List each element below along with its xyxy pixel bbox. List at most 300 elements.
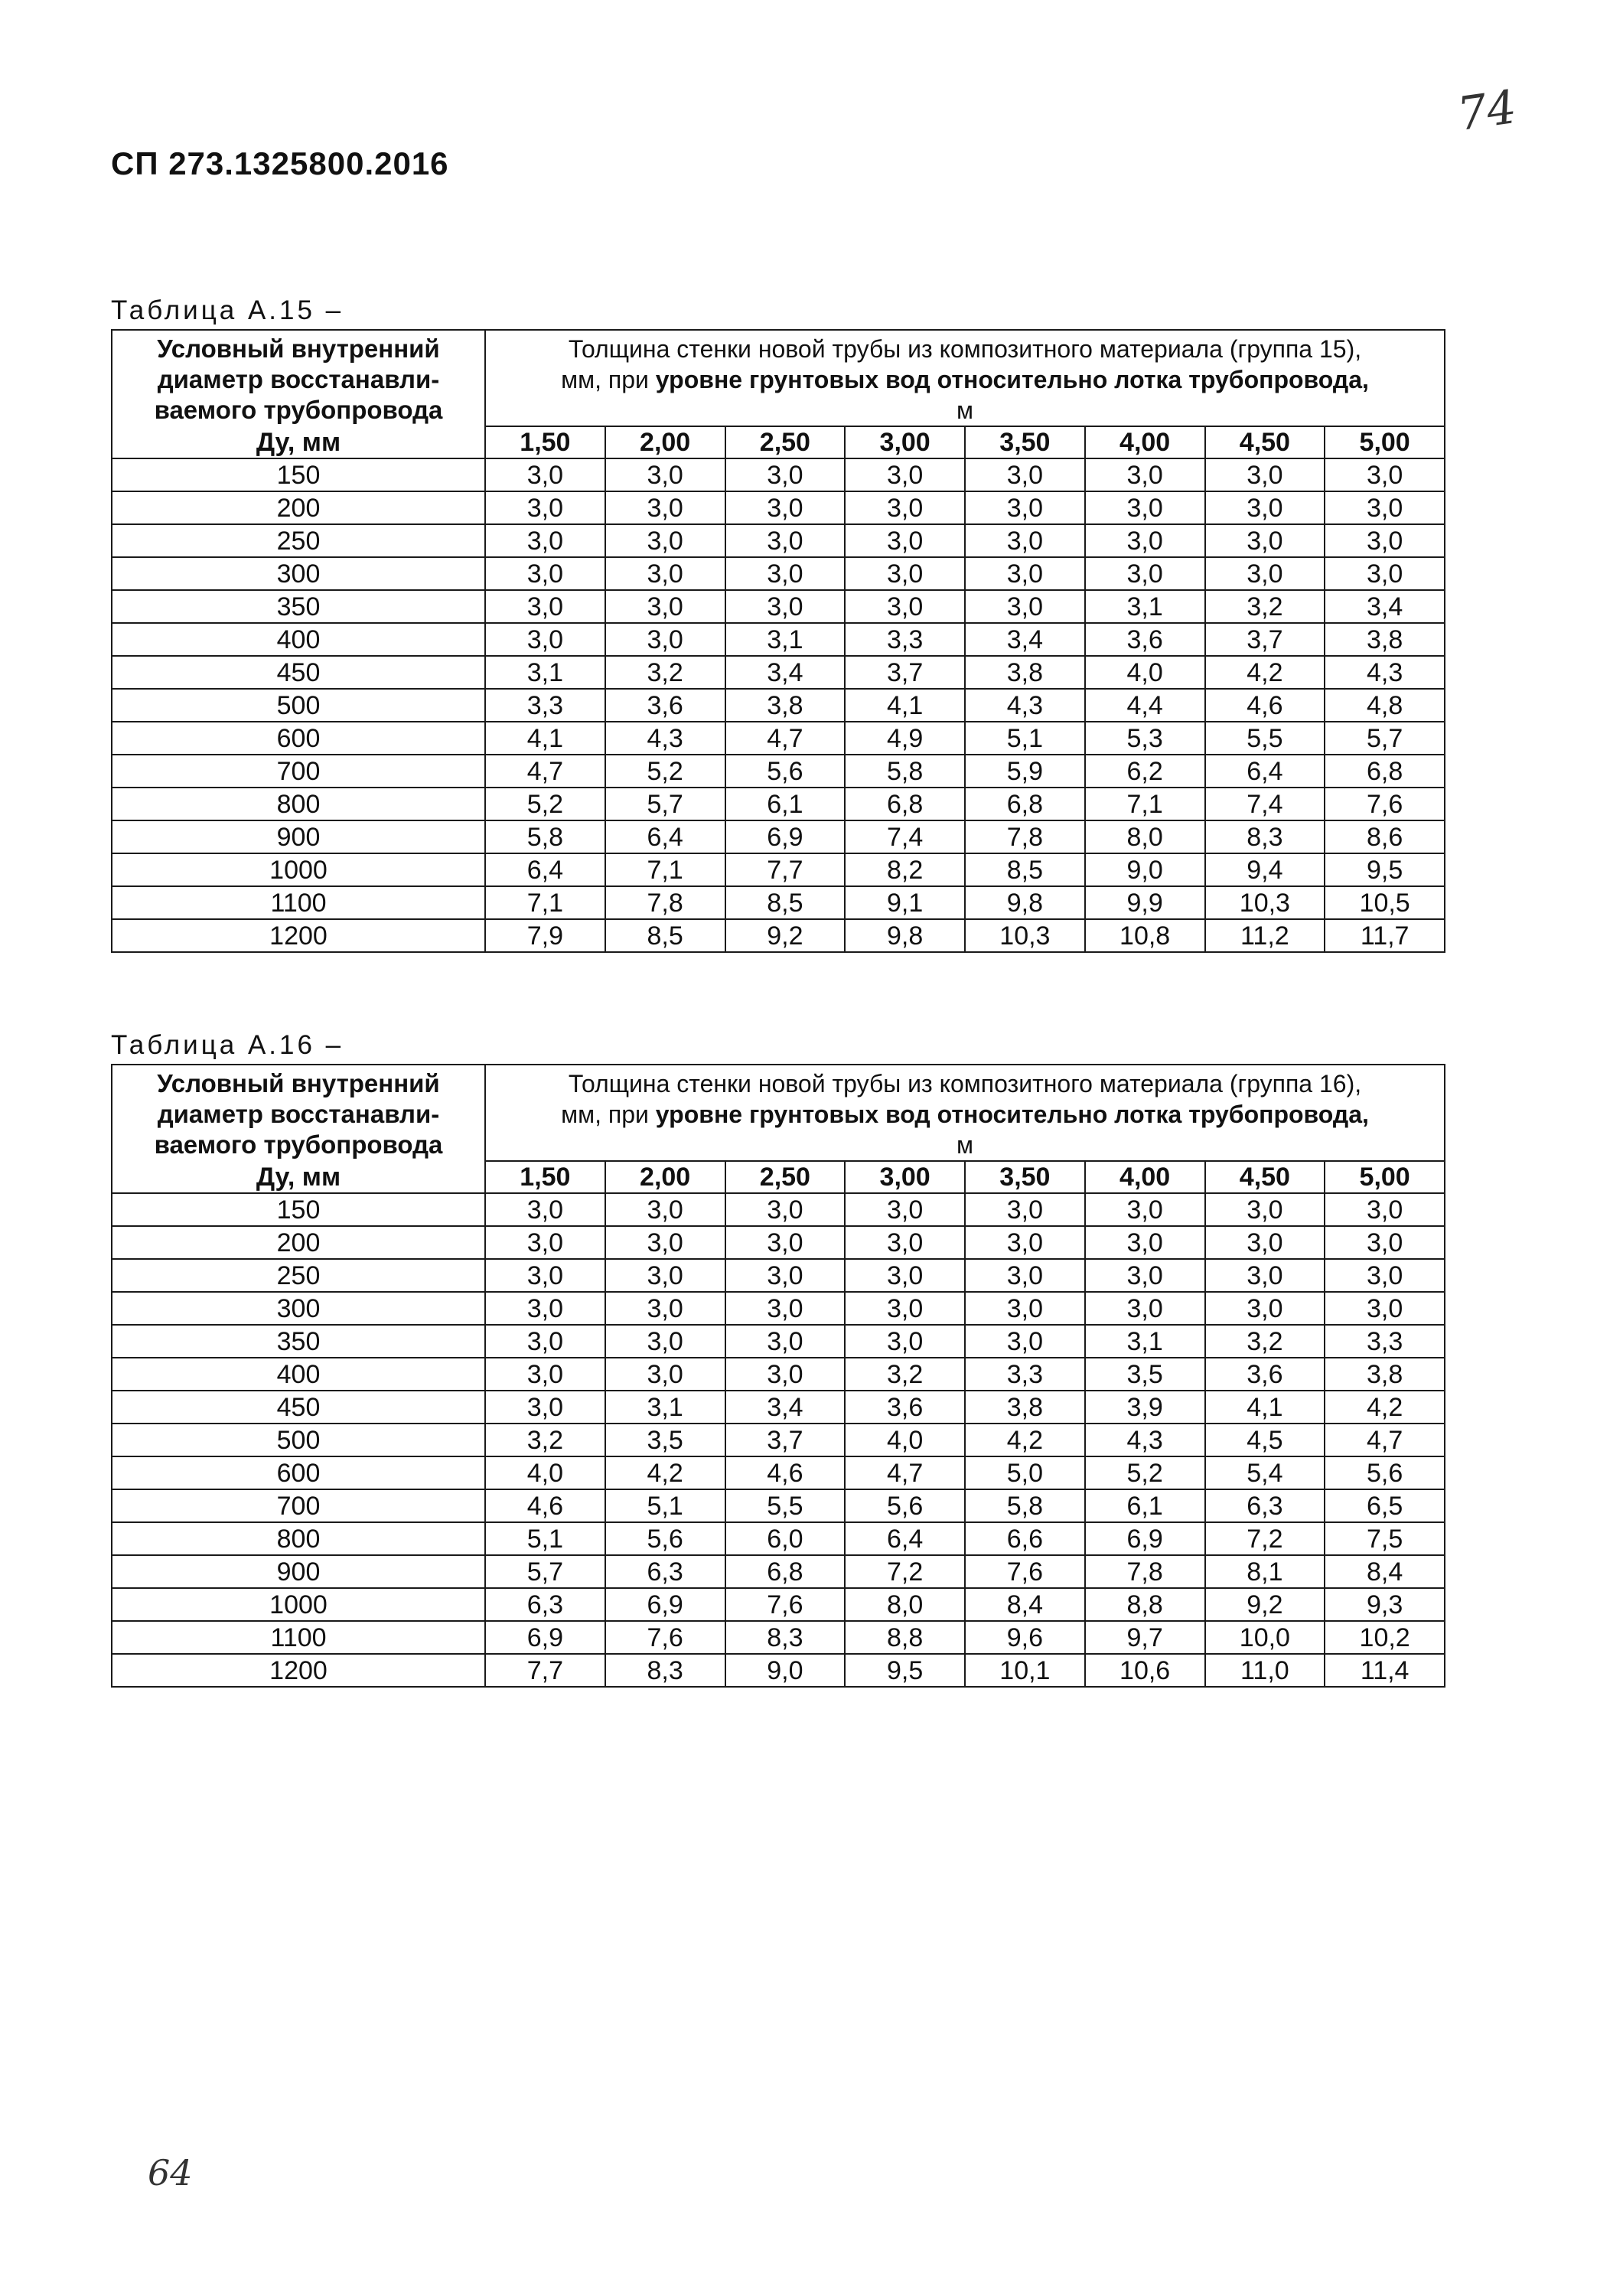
thickness-cell: 8,0 [845,1588,965,1621]
table-row [112,1325,1445,1358]
thickness-cell: 10,6 [1085,1654,1205,1687]
thickness-cell: 3,0 [725,458,846,491]
thickness-cell: 11,2 [1205,919,1325,952]
thickness-cell: 3,0 [965,1292,1085,1325]
thickness-cell: 9,9 [1085,886,1205,919]
thickness-cell: 3,0 [1085,1226,1205,1259]
thickness-cell: 9,3 [1325,1588,1445,1621]
thickness-cell: 4,4 [1085,689,1205,722]
thickness-cell: 5,3 [1085,722,1205,755]
thickness-cell: 3,2 [1205,1325,1325,1358]
du-label: Ду, мм [112,426,485,458]
table-row [112,1522,1445,1555]
diameter-cell: 300 [112,1292,485,1325]
groundwater-level-header: 2,50 [725,426,846,458]
thickness-cell: 9,6 [965,1621,1085,1654]
thickness-cell: 3,3 [485,689,605,722]
diameter-cell: 200 [112,1226,485,1259]
thickness-cell: 3,0 [485,1259,605,1292]
table-row [112,458,1445,491]
wall-thickness-header-line: Толщина стенки новой трубы из композитного материала (группа 16), [568,1070,1362,1097]
thickness-cell: 6,6 [965,1522,1085,1555]
thickness-cell: 3,4 [725,1391,846,1424]
thickness-cell: 8,3 [1205,820,1325,853]
thickness-cell: 3,0 [725,524,846,557]
groundwater-level-header: 4,00 [1085,1161,1205,1193]
diameter-header-line: Условный внутренний [157,1069,440,1097]
thickness-cell: 10,1 [965,1654,1085,1687]
thickness-cell: 5,6 [605,1522,725,1555]
thickness-cell: 6,8 [965,788,1085,820]
groundwater-level-header: 4,50 [1205,426,1325,458]
groundwater-level-header: 2,50 [725,1161,846,1193]
thickness-cell: 4,8 [1325,689,1445,722]
thickness-cell: 3,0 [605,1226,725,1259]
diameter-cell: 200 [112,491,485,524]
thickness-cell: 4,1 [845,689,965,722]
thickness-cell: 3,0 [485,524,605,557]
thickness-cell: 3,8 [965,656,1085,689]
table-row [112,788,1445,820]
thickness-cell: 5,9 [965,755,1085,788]
thickness-cell: 3,0 [1325,524,1445,557]
thickness-cell: 3,0 [1325,1292,1445,1325]
levels-header-row [112,1161,1445,1193]
thickness-cell: 6,8 [725,1555,846,1588]
thickness-cell: 5,7 [605,788,725,820]
thickness-cell: 4,0 [1085,656,1205,689]
groundwater-level-header: 3,50 [965,1161,1085,1193]
thickness-cell: 3,1 [485,656,605,689]
thickness-cell: 3,5 [1085,1358,1205,1391]
thickness-cell: 8,5 [725,886,846,919]
thickness-cell: 3,0 [605,1325,725,1358]
thickness-cell: 3,0 [965,557,1085,590]
table-row [112,886,1445,919]
thickness-cell: 7,8 [605,886,725,919]
thickness-cell: 5,2 [605,755,725,788]
thickness-cell: 3,2 [1205,590,1325,623]
table-row [112,1489,1445,1522]
thickness-cell: 5,8 [845,755,965,788]
thickness-cell: 7,7 [725,853,846,886]
wall-thickness-header-line [486,1099,1444,1130]
document-code: СП 273.1325800.2016 [111,145,449,181]
diameter-header-line: диаметр восстанавли- [157,1100,440,1128]
thickness-cell: 5,5 [725,1489,846,1522]
thickness-cell: 3,0 [1205,557,1325,590]
thickness-cell: 3,9 [1085,1391,1205,1424]
wall-thickness-header [485,1065,1445,1161]
groundwater-level-header: 5,00 [1325,426,1445,458]
diameter-cell: 1200 [112,1654,485,1687]
table-row [112,689,1445,722]
thickness-cell: 3,0 [1205,1226,1325,1259]
thickness-cell: 4,3 [605,722,725,755]
thickness-cell: 3,0 [485,1391,605,1424]
thickness-cell: 11,7 [1325,919,1445,952]
thickness-cell: 3,1 [605,1391,725,1424]
thickness-cell: 3,8 [725,689,846,722]
thickness-cell: 8,0 [1085,820,1205,853]
thickness-cell: 8,3 [605,1654,725,1687]
table-a15-caption: Таблица А.15 – [111,295,344,325]
diameter-cell: 1000 [112,853,485,886]
thickness-cell: 6,8 [1325,755,1445,788]
thickness-cell: 11,4 [1325,1654,1445,1687]
groundwater-level-header: 3,50 [965,426,1085,458]
table-row [112,1621,1445,1654]
thickness-cell: 3,0 [1085,1193,1205,1226]
thickness-cell: 5,6 [725,755,846,788]
table-row [112,1358,1445,1391]
thickness-cell: 8,2 [845,853,965,886]
thickness-cell: 5,1 [605,1489,725,1522]
thickness-cell: 3,4 [1325,590,1445,623]
thickness-cell: 3,0 [965,1226,1085,1259]
thickness-cell: 6,9 [485,1621,605,1654]
thickness-cell: 6,9 [1085,1522,1205,1555]
thickness-cell: 4,3 [1325,656,1445,689]
thickness-cell: 8,3 [725,1621,846,1654]
thickness-cell: 5,2 [1085,1456,1205,1489]
thickness-cell: 3,4 [725,656,846,689]
thickness-cell: 4,1 [1205,1391,1325,1424]
thickness-cell: 3,0 [605,1358,725,1391]
header-text-bold: уровне грунтовых вод относительно лотка трубопровода, [655,366,1369,393]
thickness-cell: 3,0 [605,458,725,491]
thickness-cell: 3,0 [845,557,965,590]
thickness-cell: 3,1 [725,623,846,656]
thickness-cell: 3,3 [965,1358,1085,1391]
header-row [112,1065,1445,1161]
thickness-cell: 6,3 [1205,1489,1325,1522]
groundwater-level-header: 3,00 [845,426,965,458]
wall-thickness-header-line [486,364,1444,395]
thickness-cell: 9,5 [1325,853,1445,886]
thickness-cell: 6,9 [725,820,846,853]
thickness-cell: 4,6 [1205,689,1325,722]
table-row [112,656,1445,689]
thickness-cell: 8,5 [605,919,725,952]
thickness-cell: 3,0 [725,557,846,590]
thickness-cell: 5,0 [965,1456,1085,1489]
thickness-cell: 3,0 [845,1325,965,1358]
thickness-cell: 3,0 [1325,1226,1445,1259]
thickness-cell: 10,8 [1085,919,1205,952]
thickness-cell: 3,1 [1085,590,1205,623]
thickness-cell: 7,2 [845,1555,965,1588]
thickness-cell: 4,7 [725,722,846,755]
diameter-cell: 300 [112,557,485,590]
thickness-cell: 10,0 [1205,1621,1325,1654]
thickness-cell: 7,4 [1205,788,1325,820]
diameter-cell: 250 [112,1259,485,1292]
thickness-cell: 3,7 [1205,623,1325,656]
diameter-cell: 500 [112,1424,485,1456]
du-label: Ду, мм [112,1161,485,1193]
table-row [112,590,1445,623]
thickness-cell: 8,4 [1325,1555,1445,1588]
thickness-cell: 3,0 [845,1292,965,1325]
diameter-cell: 700 [112,1489,485,1522]
table-row [112,919,1445,952]
thickness-cell: 5,7 [485,1555,605,1588]
thickness-cell: 6,1 [1085,1489,1205,1522]
thickness-cell: 3,0 [485,1193,605,1226]
levels-header-row [112,426,1445,458]
table-row [112,1259,1445,1292]
unit-label: м [957,396,974,424]
thickness-cell: 3,0 [485,491,605,524]
table-row [112,820,1445,853]
thickness-cell: 3,0 [1325,557,1445,590]
table-row [112,1193,1445,1226]
table-row [112,1292,1445,1325]
thickness-cell: 3,0 [485,1325,605,1358]
header-row [112,330,1445,426]
thickness-cell: 7,4 [845,820,965,853]
thickness-cell: 9,8 [965,886,1085,919]
thickness-cell: 9,2 [1205,1588,1325,1621]
thickness-cell: 3,6 [845,1391,965,1424]
diameter-cell: 350 [112,590,485,623]
diameter-cell: 800 [112,1522,485,1555]
diameter-cell: 1100 [112,1621,485,1654]
diameter-cell: 700 [112,755,485,788]
thickness-cell: 3,0 [1085,557,1205,590]
thickness-cell: 7,8 [1085,1555,1205,1588]
thickness-cell: 7,7 [485,1654,605,1687]
thickness-cell: 7,1 [485,886,605,919]
thickness-cell: 4,6 [485,1489,605,1522]
thickness-cell: 3,0 [965,458,1085,491]
groundwater-level-header: 2,00 [605,426,725,458]
thickness-cell: 3,0 [845,1226,965,1259]
thickness-cell: 6,8 [845,788,965,820]
thickness-cell: 9,0 [725,1654,846,1687]
thickness-cell: 3,0 [965,1259,1085,1292]
table-row [112,1391,1445,1424]
diameter-cell: 600 [112,722,485,755]
thickness-cell: 3,0 [1085,491,1205,524]
thickness-cell: 3,0 [605,623,725,656]
thickness-cell: 4,2 [1205,656,1325,689]
thickness-cell: 3,0 [1085,524,1205,557]
thickness-cell: 6,3 [485,1588,605,1621]
thickness-cell: 3,7 [725,1424,846,1456]
header-text-normal: мм, при [561,1101,656,1128]
thickness-cell: 3,5 [605,1424,725,1456]
thickness-cell: 3,0 [1085,1259,1205,1292]
groundwater-level-header: 1,50 [485,1161,605,1193]
diameter-cell: 900 [112,820,485,853]
thickness-cell: 3,0 [725,1193,846,1226]
header-text-normal: мм, при [561,366,656,393]
thickness-cell: 3,0 [845,491,965,524]
thickness-cell: 3,0 [605,1259,725,1292]
thickness-cell: 3,0 [725,1358,846,1391]
thickness-cell: 5,6 [1325,1456,1445,1489]
table-row [112,1424,1445,1456]
thickness-cell: 9,4 [1205,853,1325,886]
diameter-cell: 150 [112,458,485,491]
thickness-cell: 3,0 [605,1193,725,1226]
thickness-cell: 5,4 [1205,1456,1325,1489]
groundwater-level-header: 3,00 [845,1161,965,1193]
diameter-cell: 450 [112,656,485,689]
thickness-cell: 6,4 [1205,755,1325,788]
thickness-cell: 8,1 [1205,1555,1325,1588]
thickness-cell: 5,1 [485,1522,605,1555]
diameter-cell: 600 [112,1456,485,1489]
thickness-cell: 6,4 [485,853,605,886]
thickness-cell: 4,0 [485,1456,605,1489]
thickness-cell: 9,5 [845,1654,965,1687]
thickness-cell: 8,8 [1085,1588,1205,1621]
diameter-cell: 250 [112,524,485,557]
table-row [112,557,1445,590]
groundwater-level-header: 1,50 [485,426,605,458]
thickness-cell: 4,2 [605,1456,725,1489]
thickness-cell: 3,0 [605,1292,725,1325]
thickness-cell: 3,0 [485,458,605,491]
thickness-cell: 3,0 [1325,1259,1445,1292]
thickness-cell: 3,7 [845,656,965,689]
table-row [112,524,1445,557]
handwritten-sheet-number: 74 [1454,80,1520,142]
thickness-cell: 7,1 [605,853,725,886]
thickness-cell: 6,5 [1325,1489,1445,1522]
thickness-cell: 3,8 [1325,1358,1445,1391]
diameter-cell: 800 [112,788,485,820]
thickness-cell: 3,0 [605,557,725,590]
diameter-header-line: Условный внутренний [157,334,440,363]
thickness-cell: 7,6 [605,1621,725,1654]
thickness-cell: 5,1 [965,722,1085,755]
thickness-cell: 3,0 [605,590,725,623]
table-row [112,1226,1445,1259]
thickness-cell: 5,2 [485,788,605,820]
thickness-cell: 3,0 [845,1193,965,1226]
thickness-cell: 3,0 [725,1226,846,1259]
thickness-cell: 10,3 [1205,886,1325,919]
table-row [112,853,1445,886]
diameter-cell: 450 [112,1391,485,1424]
thickness-cell: 3,2 [845,1358,965,1391]
thickness-cell: 3,0 [965,524,1085,557]
thickness-cell: 8,4 [965,1588,1085,1621]
thickness-cell: 3,0 [725,1259,846,1292]
thickness-cell: 3,0 [1085,458,1205,491]
thickness-cell: 4,7 [485,755,605,788]
groundwater-level-header: 4,00 [1085,426,1205,458]
diameter-cell: 500 [112,689,485,722]
diameter-cell: 400 [112,623,485,656]
thickness-cell: 3,0 [1325,1193,1445,1226]
thickness-cell: 7,6 [1325,788,1445,820]
thickness-cell: 7,5 [1325,1522,1445,1555]
thickness-cell: 3,0 [605,524,725,557]
table-row [112,623,1445,656]
diameter-header-line: диаметр восстанавли- [157,365,440,393]
thickness-cell: 3,0 [725,1292,846,1325]
thickness-cell: 3,0 [605,491,725,524]
thickness-cell: 3,8 [1325,623,1445,656]
table-row [112,1456,1445,1489]
diameter-cell: 900 [112,1555,485,1588]
thickness-cell: 5,8 [965,1489,1085,1522]
thickness-cell: 3,3 [845,623,965,656]
thickness-cell: 3,0 [725,1325,846,1358]
thickness-cell: 4,1 [485,722,605,755]
thickness-cell: 4,6 [725,1456,846,1489]
diameter-cell: 1100 [112,886,485,919]
thickness-cell: 4,7 [845,1456,965,1489]
diameter-cell: 150 [112,1193,485,1226]
thickness-cell: 3,0 [1205,524,1325,557]
thickness-cell: 3,0 [725,491,846,524]
thickness-cell: 3,2 [485,1424,605,1456]
thickness-cell: 3,0 [1205,1193,1325,1226]
thickness-cell: 6,2 [1085,755,1205,788]
thickness-cell: 9,8 [845,919,965,952]
thickness-cell: 5,7 [1325,722,1445,755]
thickness-cell: 7,6 [965,1555,1085,1588]
thickness-cell: 3,4 [965,623,1085,656]
thickness-cell: 3,0 [1085,1292,1205,1325]
thickness-cell: 4,7 [1325,1424,1445,1456]
thickness-cell: 7,9 [485,919,605,952]
thickness-cell: 3,0 [485,1226,605,1259]
thickness-cell: 5,6 [845,1489,965,1522]
thickness-cell: 4,0 [845,1424,965,1456]
thickness-cell: 3,2 [605,656,725,689]
wall-thickness-header-line: Толщина стенки новой трубы из композитного материала (группа 15), [568,335,1362,363]
thickness-cell: 7,8 [965,820,1085,853]
thickness-cell: 10,2 [1325,1621,1445,1654]
thickness-cell: 10,3 [965,919,1085,952]
thickness-cell: 3,0 [965,1193,1085,1226]
thickness-cell: 3,0 [1205,1259,1325,1292]
thickness-cell: 3,3 [1325,1325,1445,1358]
thickness-cell: 6,1 [725,788,846,820]
thickness-cell: 3,0 [1325,491,1445,524]
thickness-cell: 9,1 [845,886,965,919]
thickness-cell: 7,2 [1205,1522,1325,1555]
thickness-cell: 3,6 [1085,623,1205,656]
thickness-cell: 6,4 [845,1522,965,1555]
thickness-cell: 6,0 [725,1522,846,1555]
thickness-cell: 7,1 [1085,788,1205,820]
thickness-cell: 9,0 [1085,853,1205,886]
thickness-cell: 6,4 [605,820,725,853]
thickness-cell: 3,0 [845,524,965,557]
thickness-cell: 4,2 [1325,1391,1445,1424]
thickness-cell: 4,3 [965,689,1085,722]
thickness-cell: 8,5 [965,853,1085,886]
thickness-cell: 3,0 [485,1358,605,1391]
thickness-cell: 5,8 [485,820,605,853]
thickness-cell: 3,0 [845,458,965,491]
diameter-cell: 1200 [112,919,485,952]
diameter-cell: 400 [112,1358,485,1391]
header-text-bold: уровне грунтовых вод относительно лотка трубопровода, [655,1101,1369,1128]
table-row [112,491,1445,524]
thickness-cell: 9,7 [1085,1621,1205,1654]
thickness-cell: 3,0 [1325,458,1445,491]
thickness-cell: 3,0 [485,590,605,623]
